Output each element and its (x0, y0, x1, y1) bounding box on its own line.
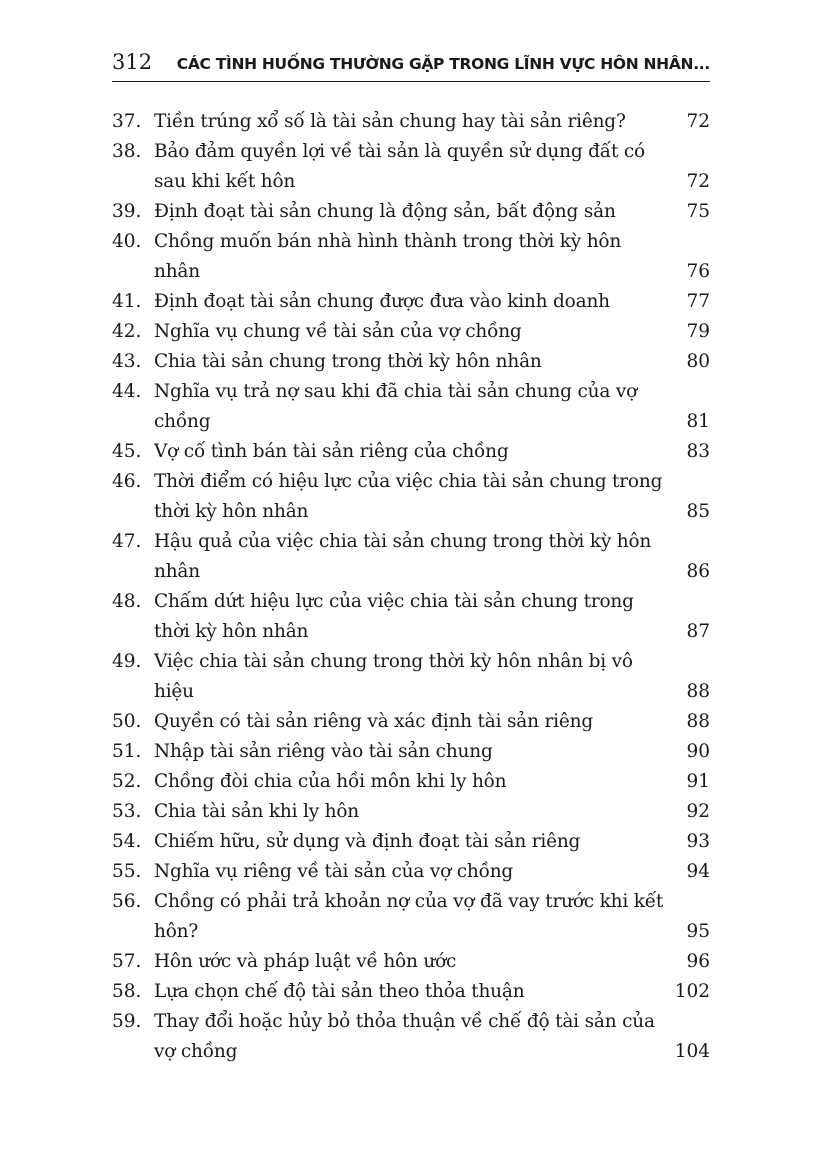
toc-entry-41 (112, 287, 710, 317)
toc-entry-title: Chiếm hữu, sử dụng và định đoạt tài sản riêng (154, 831, 581, 852)
toc-entry-47 (112, 527, 710, 587)
toc-entry-page: 85 (686, 501, 710, 522)
toc-entry-page: 87 (686, 621, 710, 642)
toc-entry-title: Nghĩa vụ trả nợ sau khi đã chia tài sản chung của vợ chồng (154, 381, 638, 432)
toc-entry-title: Chấm dứt hiệu lực của việc chia tài sản chung trong thời kỳ hôn nhân (154, 591, 634, 642)
toc-entry-page: 79 (686, 321, 710, 342)
toc-entry-page: 94 (686, 861, 710, 882)
toc-entry-number: 47. (112, 531, 142, 552)
toc-entry-title: Vợ cố tình bán tài sản riêng của chồng (154, 441, 509, 462)
toc-entry-page: 88 (686, 711, 710, 732)
toc-entry-number: 58. (112, 981, 142, 1002)
toc-entry-page: 95 (686, 921, 710, 942)
toc-entry-number: 55. (112, 861, 142, 882)
toc-entry-54 (112, 827, 710, 857)
toc-entry-45 (112, 437, 710, 467)
toc-entry-title: Chồng có phải trả khoản nợ của vợ đã vay trước khi kết hôn? (154, 891, 664, 942)
toc-entry-title: Hôn ước và pháp luật về hôn ước (154, 951, 457, 972)
toc-entry-49 (112, 647, 710, 707)
toc-entry-page: 80 (686, 351, 710, 372)
toc-entry-number: 41. (112, 291, 142, 312)
toc-entry-title: Thay đổi hoặc hủy bỏ thỏa thuận về chế độ tài sản của vợ chồng (154, 1011, 655, 1062)
toc-entry-number: 46. (112, 471, 142, 492)
toc-entry-page: 72 (686, 171, 710, 192)
toc-entry-page: 81 (686, 411, 710, 432)
table-of-contents (112, 107, 710, 1067)
toc-entry-number: 37. (112, 111, 142, 132)
toc-entry-number: 38. (112, 141, 142, 162)
toc-entry-page: 77 (686, 291, 710, 312)
toc-entry-number: 53. (112, 801, 142, 822)
toc-entry-38 (112, 137, 710, 197)
toc-entry-39 (112, 197, 710, 227)
toc-entry-37 (112, 107, 710, 137)
toc-entry-51 (112, 737, 710, 767)
running-title: CÁC TÌNH HUỐNG THƯỜNG GẶP TRONG LĨNH VỰC HÔN NHÂN... (176, 55, 710, 73)
toc-entry-page: 76 (686, 261, 710, 282)
toc-entry-number: 40. (112, 231, 142, 252)
toc-entry-number: 43. (112, 351, 142, 372)
toc-entry-40 (112, 227, 710, 287)
toc-entry-number: 56. (112, 891, 142, 912)
toc-entry-number: 45. (112, 441, 142, 462)
toc-entry-title: Việc chia tài sản chung trong thời kỳ hôn nhân bị vô hiệu (154, 651, 633, 702)
toc-entry-title: Định đoạt tài sản chung được đưa vào kinh doanh (154, 291, 610, 312)
toc-entry-number: 44. (112, 381, 142, 402)
toc-entry-number: 39. (112, 201, 142, 222)
page-header (112, 48, 710, 82)
toc-entry-page: 93 (686, 831, 710, 852)
toc-entry-page: 75 (686, 201, 710, 222)
toc-entry-page: 83 (686, 441, 710, 462)
toc-entry-page: 104 (674, 1041, 710, 1062)
toc-entry-page: 92 (686, 801, 710, 822)
toc-entry-title: Lựa chọn chế độ tài sản theo thỏa thuận (154, 981, 525, 1002)
toc-entry-59 (112, 1007, 710, 1067)
toc-entry-title: Nghĩa vụ chung về tài sản của vợ chồng (154, 321, 522, 342)
toc-entry-50 (112, 707, 710, 737)
toc-entry-number: 50. (112, 711, 142, 732)
toc-entry-number: 42. (112, 321, 142, 342)
toc-entry-page: 88 (686, 681, 710, 702)
toc-entry-title: Chia tài sản khi ly hôn (154, 801, 360, 822)
toc-entry-title: Định đoạt tài sản chung là động sản, bất động sản (154, 201, 616, 222)
toc-entry-53 (112, 797, 710, 827)
toc-entry-title: Quyền có tài sản riêng và xác định tài sản riêng (154, 711, 593, 732)
toc-entry-56 (112, 887, 710, 947)
toc-entry-55 (112, 857, 710, 887)
toc-entry-number: 59. (112, 1011, 142, 1032)
toc-entry-page: 96 (686, 951, 710, 972)
toc-entry-number: 52. (112, 771, 142, 792)
toc-entry-number: 48. (112, 591, 142, 612)
toc-entry-page: 102 (674, 981, 710, 1002)
toc-entry-title: Chồng muốn bán nhà hình thành trong thời kỳ hôn nhân (154, 231, 622, 282)
toc-entry-57 (112, 947, 710, 977)
toc-entry-page: 72 (686, 111, 710, 132)
toc-entry-page: 90 (686, 741, 710, 762)
page-number: 312 (112, 50, 153, 74)
toc-entry-title: Nhập tài sản riêng vào tài sản chung (154, 741, 493, 762)
toc-entry-title: Tiền trúng xổ số là tài sản chung hay tài sản riêng? (154, 111, 626, 132)
toc-entry-43 (112, 347, 710, 377)
toc-entry-title: Chia tài sản chung trong thời kỳ hôn nhân (154, 351, 542, 372)
toc-entry-title: Nghĩa vụ riêng về tài sản của vợ chồng (154, 861, 514, 882)
toc-entry-44 (112, 377, 710, 437)
toc-entry-page: 86 (686, 561, 710, 582)
toc-entry-42 (112, 317, 710, 347)
toc-entry-number: 57. (112, 951, 142, 972)
toc-entry-46 (112, 467, 710, 527)
toc-entry-page: 91 (686, 771, 710, 792)
toc-entry-52 (112, 767, 710, 797)
toc-entry-48 (112, 587, 710, 647)
toc-entry-title: Hậu quả của việc chia tài sản chung trong thời kỳ hôn nhân (154, 531, 652, 582)
toc-entry-58 (112, 977, 710, 1007)
toc-entry-number: 49. (112, 651, 142, 672)
toc-entry-number: 54. (112, 831, 142, 852)
toc-entry-title: Thời điểm có hiệu lực của việc chia tài sản chung trong thời kỳ hôn nhân (154, 471, 663, 522)
toc-entry-number: 51. (112, 741, 142, 762)
header-rule (112, 81, 710, 82)
toc-entry-title: Bảo đảm quyền lợi về tài sản là quyền sử dụng đất có sau khi kết hôn (154, 141, 645, 192)
toc-entry-title: Chồng đòi chia của hồi môn khi ly hôn (154, 771, 507, 792)
